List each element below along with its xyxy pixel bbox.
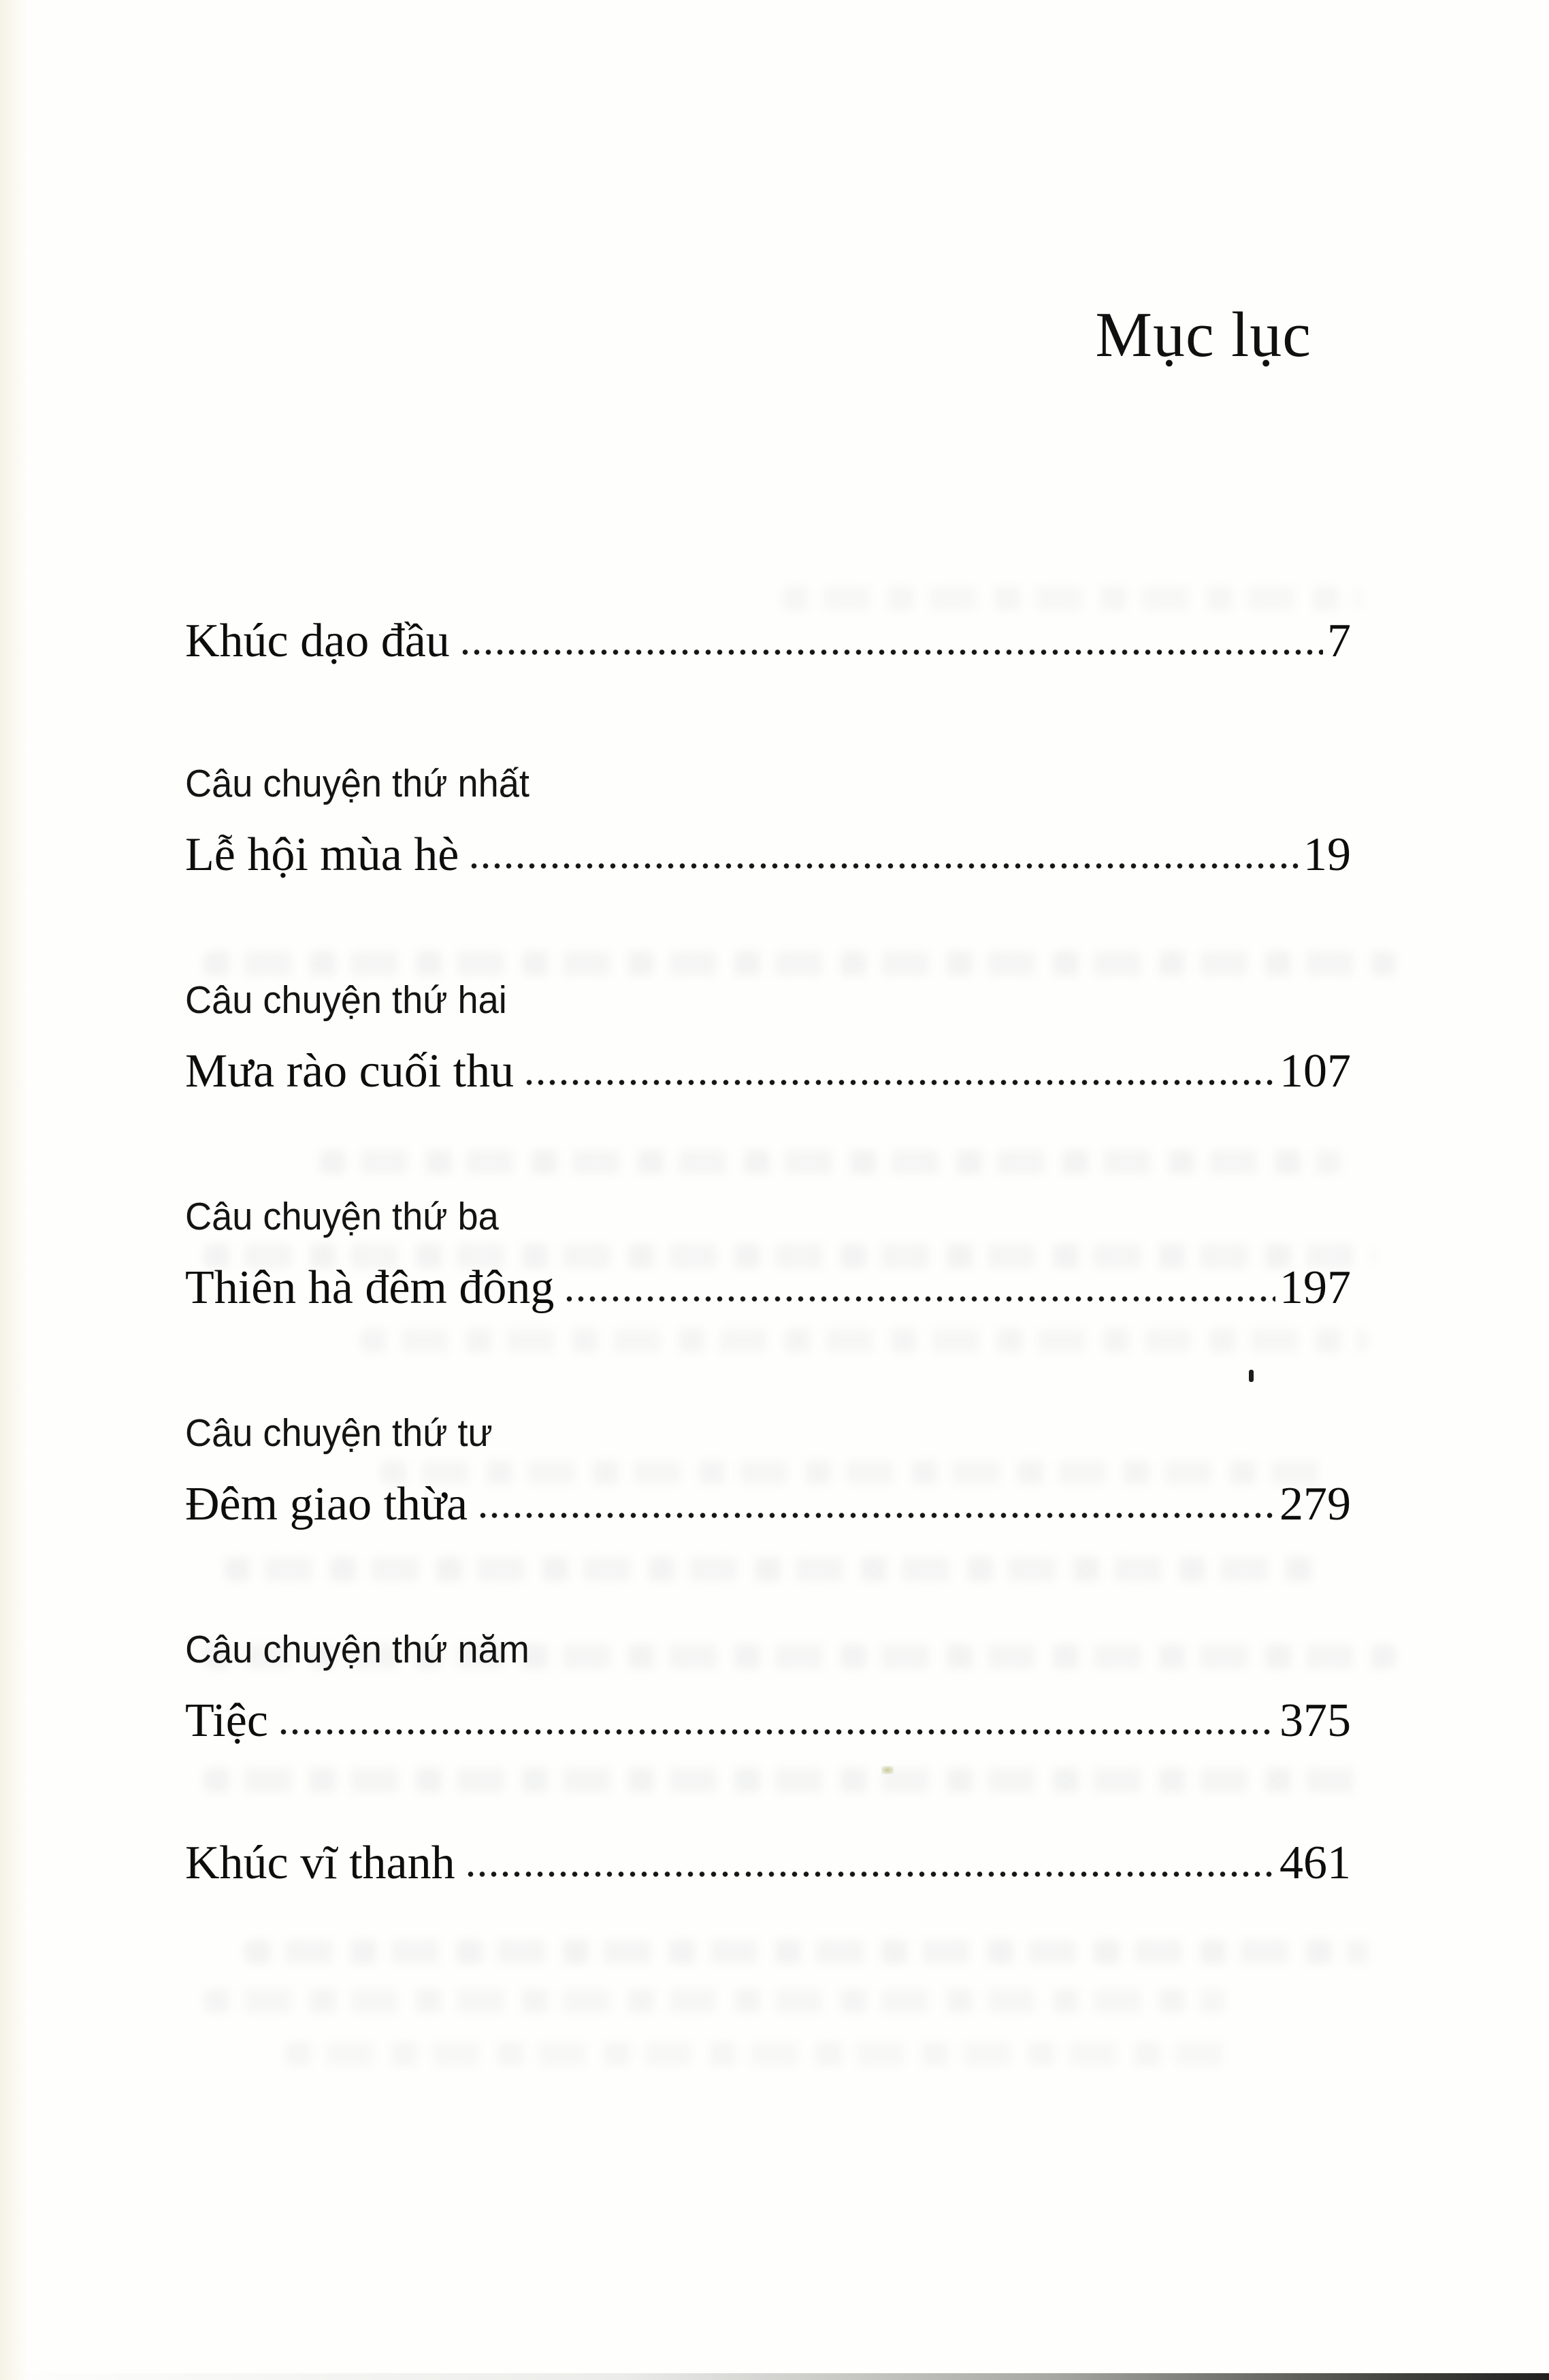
toc-entry-page-number: 197: [1279, 1261, 1351, 1315]
toc-entry-page-number: 461: [1279, 1837, 1351, 1889]
bleedthrough-ghost-text: [204, 1989, 1225, 2012]
bleedthrough-ghost-text: [286, 2042, 1239, 2065]
toc-entry-row: [185, 1046, 1351, 1097]
dot-leader: [561, 1295, 1275, 1303]
toc-entry-page-number: 107: [1279, 1045, 1351, 1098]
page-left-edge-shadow: [0, 0, 31, 2380]
toc-entry-row: [185, 1263, 1351, 1313]
toc-entry-title: Khúc vĩ thanh: [185, 1837, 455, 1889]
toc-entry-title: Tiệc: [185, 1694, 268, 1748]
bleedthrough-ghost-text: [320, 1151, 1341, 1174]
toc-entry-row: [185, 1696, 1351, 1746]
toc-entry-page-number: 279: [1279, 1478, 1351, 1531]
toc-entry-title: Đêm giao thừa: [185, 1478, 468, 1531]
toc-entry-title: Mưa rào cuối thu: [185, 1045, 515, 1098]
toc-entry-title: Khúc dạo đầu: [185, 615, 450, 667]
dot-leader: [275, 1728, 1275, 1736]
toc-entry: [185, 761, 1351, 880]
bleedthrough-ghost-text: [361, 1329, 1368, 1352]
dot-leader: [474, 1511, 1275, 1519]
bleedthrough-ghost-text: [245, 1940, 1368, 1963]
toc-entry-title: Lễ hội mùa hè: [185, 829, 459, 882]
dot-leader: [457, 648, 1323, 656]
bleedthrough-ghost-text: [783, 587, 1361, 610]
toc-entry-page-number: 375: [1279, 1694, 1351, 1748]
toc-entry-title: Thiên hà đêm đông: [185, 1261, 555, 1315]
toc-entry-row: [185, 1479, 1351, 1530]
page-title: Mục lục: [1095, 300, 1311, 370]
bleedthrough-ghost-text: [225, 1558, 1314, 1581]
toc-entry: [185, 978, 1351, 1097]
toc-entry-label: Câu chuyện thứ nhất: [185, 762, 529, 805]
toc-entry-page-number: 7: [1327, 615, 1351, 667]
toc-entry: [185, 1194, 1351, 1313]
dot-leader: [466, 862, 1299, 870]
toc-entry: [185, 1838, 1351, 1888]
toc-entry: [185, 616, 1351, 666]
toc-entry-label: Câu chuyện thứ tư: [185, 1411, 493, 1455]
toc-entry-label: Câu chuyện thứ năm: [185, 1628, 529, 1671]
page-bottom-edge-shadow: [0, 2373, 1549, 2380]
dot-leader: [462, 1870, 1275, 1878]
stray-stain-mark: [881, 1766, 894, 1774]
toc-entry-row: [185, 1838, 1351, 1888]
bleedthrough-ghost-text: [204, 1769, 1361, 1792]
dot-leader: [521, 1078, 1275, 1087]
stray-ink-mark: [1249, 1370, 1254, 1382]
toc-entry-label: Câu chuyện thứ ba: [185, 1195, 499, 1238]
bleedthrough-ghost-text: [204, 952, 1395, 975]
toc-entry-page-number: 19: [1303, 829, 1351, 882]
toc-entry-row: [185, 616, 1351, 666]
toc-entry-label: Câu chuyện thứ hai: [185, 978, 507, 1022]
toc-entry: [185, 1411, 1351, 1530]
toc-entry-row: [185, 830, 1351, 880]
toc-entry: [185, 1627, 1351, 1746]
